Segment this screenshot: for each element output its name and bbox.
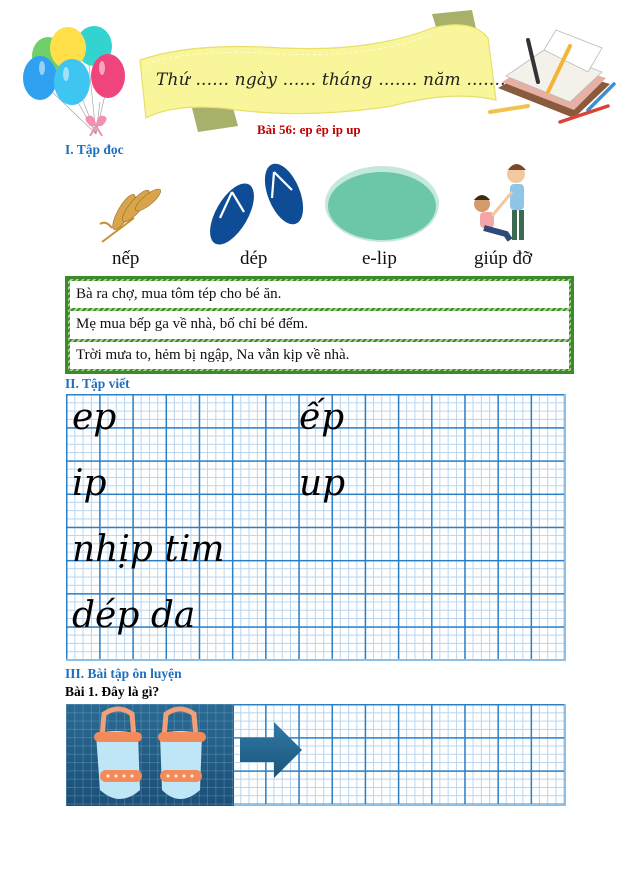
handwriting-word: up xyxy=(299,463,346,504)
picture-label: giúp đỡ xyxy=(474,248,533,269)
flip-flops-icon xyxy=(202,160,312,248)
date-line: Thứ ...... ngày ...... tháng ....... năm ....... xyxy=(156,70,506,90)
sentence-box xyxy=(65,276,574,374)
handwriting-word: dép da xyxy=(72,595,196,636)
balloons-icon xyxy=(22,22,140,150)
arrow-right-icon xyxy=(240,722,302,778)
sentence-line: Bà ra chợ, mua tôm tép cho bé ăn. xyxy=(70,281,569,308)
handwriting-word: nhịp tim xyxy=(72,529,225,570)
sentence-line: Trời mưa to, hẻm bị ngập, Na vẫn kịp về nhà. xyxy=(70,342,569,369)
task-title: Bài 1. Đây là gì? xyxy=(65,684,160,699)
helping-children-icon xyxy=(466,160,546,246)
sandals-icon xyxy=(66,704,234,806)
lesson-title: Bài 56: ep êp ip up xyxy=(257,122,361,137)
books-pencils-icon xyxy=(484,26,618,126)
rice-stalk-icon xyxy=(94,166,166,248)
picture-label: dép xyxy=(240,248,268,269)
picture-label: e-lip xyxy=(362,248,397,269)
sentence-line: Mẹ mua bếp ga về nhà, bố chỉ bé đếm. xyxy=(70,311,569,338)
handwriting-word: ếp xyxy=(299,397,345,438)
section-heading-reading: I. Tập đọc xyxy=(65,142,124,157)
section-heading-exercise: III. Bài tập ôn luyện xyxy=(65,666,182,681)
handwriting-word: ip xyxy=(72,463,107,504)
section-heading-writing: II. Tập viết xyxy=(65,376,130,391)
picture-label: nếp xyxy=(112,248,140,269)
sandals-image xyxy=(66,704,234,806)
ellipse-icon xyxy=(324,164,440,244)
handwriting-word: ep xyxy=(72,397,117,438)
